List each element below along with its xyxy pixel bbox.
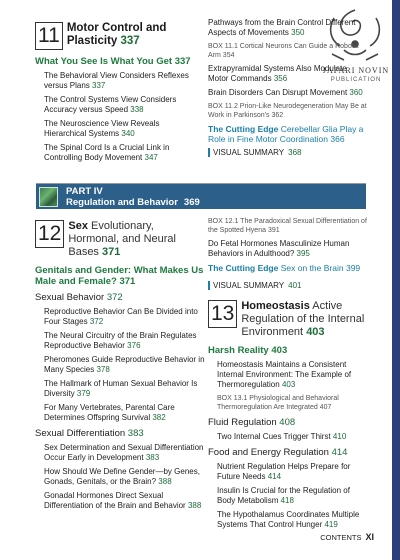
visual-summary-entry[interactable]: VISUAL SUMMARY 368 xyxy=(208,148,368,157)
box-entry[interactable]: BOX 11.1 Cortical Neurons Can Guide a Robotic Arm 354 xyxy=(208,43,359,59)
toc-item[interactable]: The Behavioral View Considers Reflexes versus Plans 337 xyxy=(44,71,189,90)
toc-item[interactable]: Nutrient Regulation Helps Prepare for Future Needs 414 xyxy=(217,462,351,481)
toc-item[interactable]: For Many Vertebrates, Parental Care Determines Offspring Survival 382 xyxy=(44,403,175,422)
chapter-12 xyxy=(35,220,205,511)
box-entry[interactable]: BOX 11.2 Prion-Like Neurodegeneration May Be at Work in Parkinson's 362 xyxy=(208,103,367,119)
toc-item[interactable]: Pheromones Guide Reproductive Behavior in Many Species 378 xyxy=(44,355,205,374)
page-footer xyxy=(320,532,374,542)
toc-item[interactable]: Two Internal Cues Trigger Thirst 410 xyxy=(217,432,347,441)
chapter-number: 13 xyxy=(208,300,237,328)
part-thumbnail-image xyxy=(39,187,58,207)
chapter-11-right xyxy=(208,18,368,157)
visual-summary-marker xyxy=(208,281,210,290)
opening-section[interactable]: What You See Is What You Get 337 xyxy=(35,56,191,67)
toc-item[interactable]: Homeostasis Maintains a Consistent Internal Environment: The Example of Thermoregulation 403 xyxy=(217,360,352,389)
toc-item[interactable]: The Control Systems View Considers Accuracy versus Speed 338 xyxy=(44,95,177,114)
watermark-line1: JAFARI NOVIN xyxy=(322,66,390,75)
chapter-number: 12 xyxy=(35,220,64,248)
page-number: XI xyxy=(365,532,374,542)
opening-section[interactable]: Harsh Reality 403 xyxy=(208,345,288,356)
toc-item[interactable]: Extrapyramidal Systems Also Modulate Motor Commands 356 xyxy=(208,64,347,83)
toc-item[interactable]: The Hypothalamus Coordinates Multiple Systems That Control Hunger 419 xyxy=(217,510,360,529)
toc-item[interactable]: Reproductive Behavior Can Be Divided into Four Stages 372 xyxy=(44,307,198,326)
cutting-edge-entry[interactable]: The Cutting Edge Sex on the Brain 399 xyxy=(208,263,361,273)
toc-item[interactable]: The Neural Circuitry of the Brain Regulates Reproductive Behavior 376 xyxy=(44,331,197,350)
visual-summary-entry[interactable]: VISUAL SUMMARY 401 xyxy=(208,281,370,290)
page-edge-bar xyxy=(392,0,400,560)
cutting-edge-entry[interactable]: The Cutting Edge Cerebellar Glia Play a Role in Fine Motor Coordination 366 xyxy=(208,124,364,144)
chapter-number: 11 xyxy=(35,22,63,50)
toc-item[interactable]: Pathways from the Brain Control Different Aspects of Movements 350 xyxy=(208,18,356,37)
toc-item[interactable]: Do Fetal Hormones Masculinize Human Behaviors in Adulthood? 395 xyxy=(208,239,350,258)
section-heading[interactable]: Fluid Regulation 408 xyxy=(208,417,296,428)
chapter-title[interactable]: Sex Evolutionary, Hormonal, and Neural Bases 371 xyxy=(68,220,176,258)
section-heading[interactable]: Sexual Behavior 372 xyxy=(35,292,123,303)
box-entry[interactable]: BOX 12.1 The Paradoxical Sexual Differentiation of the Spotted Hyena 391 xyxy=(208,218,367,234)
watermark-line2: PUBLICATION xyxy=(330,77,382,83)
toc-item[interactable]: The Neuroscience View Reveals Hierarchical Systems 340 xyxy=(44,119,160,138)
toc-item[interactable]: The Hallmark of Human Sexual Behavior Is Diversity 379 xyxy=(44,379,198,398)
part-title: PART IV Regulation and Behavior 369 xyxy=(66,185,200,208)
visual-summary-marker xyxy=(208,148,210,157)
toc-item[interactable]: Sex Determination and Sexual Differentiation Occur Early in Development 383 xyxy=(44,443,204,462)
toc-item[interactable]: Gonadal Hormones Direct Sexual Differentiation of the Brain and Behavior 388 xyxy=(44,491,202,510)
chapter-12-header xyxy=(35,220,205,259)
chapter-title[interactable]: Motor Control and Plasticity 337 xyxy=(66,22,167,47)
chapter-12-13-right xyxy=(208,217,370,530)
toc-item[interactable]: The Spinal Cord Is a Crucial Link in Controlling Body Movement 347 xyxy=(44,143,170,162)
toc-item[interactable]: Insulin Is Crucial for the Regulation of Body Metabolism 418 xyxy=(217,486,350,505)
chapter-13-header xyxy=(208,300,370,339)
toc-item[interactable]: How Should We Define Gender—by Genes, Gonads, Genitals, or the Brain? 388 xyxy=(44,467,200,486)
opening-section[interactable]: Genitals and Gender: What Makes Us Male and Female? 371 xyxy=(35,265,204,287)
section-heading[interactable]: Sexual Differentiation 383 xyxy=(35,428,144,439)
chapter-title[interactable]: Homeostasis Active Regulation of the Internal Environment 403 xyxy=(241,300,365,338)
part-banner[interactable] xyxy=(36,183,366,209)
chapter-11-header xyxy=(35,22,200,50)
chapter-11-left xyxy=(35,22,200,163)
section-heading[interactable]: Food and Energy Regulation 414 xyxy=(208,447,348,458)
toc-item[interactable]: Brain Disorders Can Disrupt Movement 360 xyxy=(208,88,363,97)
box-entry[interactable]: BOX 13.1 Physiological and Behavioral Thermoregulation Are Integrated 407 xyxy=(217,395,339,411)
footer-label: CONTENTS xyxy=(320,532,362,542)
